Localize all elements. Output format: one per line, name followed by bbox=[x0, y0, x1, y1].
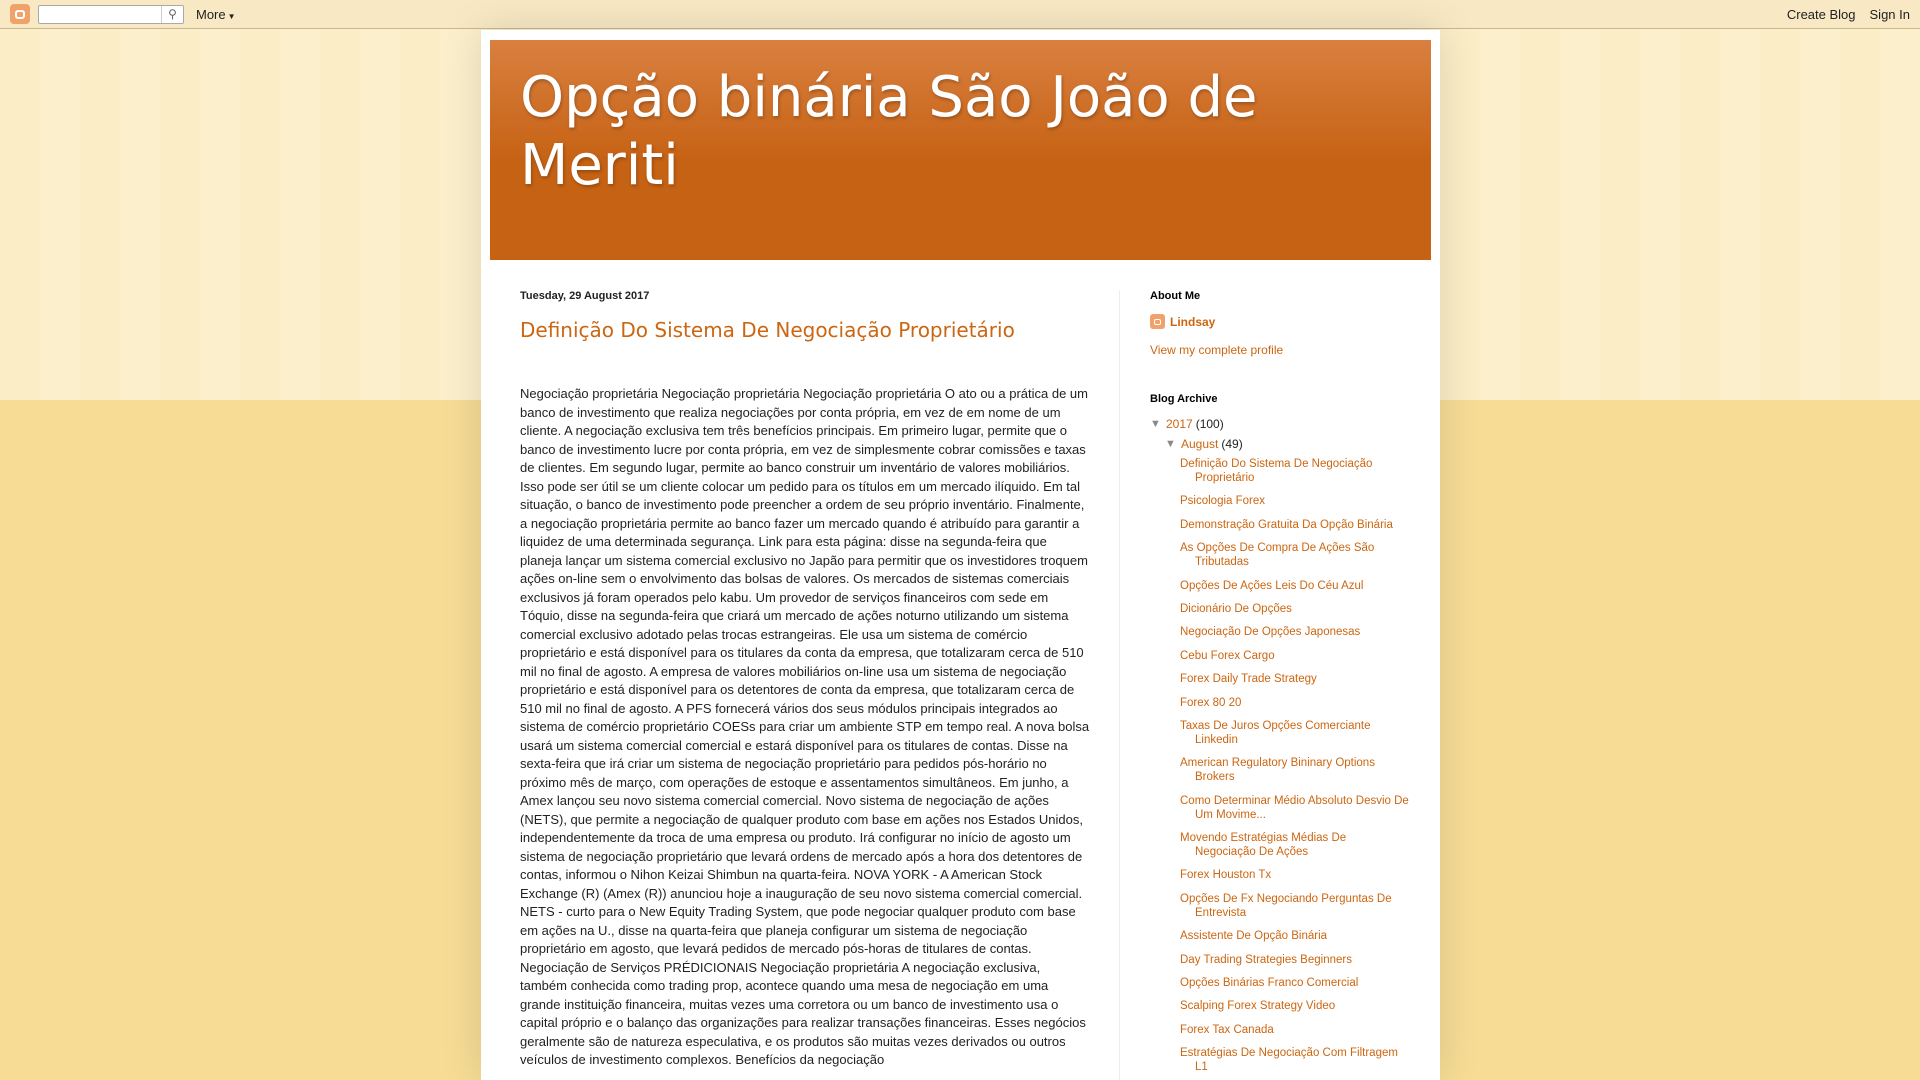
blogger-profile-icon bbox=[1150, 314, 1165, 329]
more-menu-label: More bbox=[196, 6, 226, 22]
archive-post-link[interactable]: Opções De Fx Negociando Perguntas De Entrevista bbox=[1180, 892, 1392, 919]
archive-year-count: (100) bbox=[1195, 417, 1224, 431]
blog-archive bbox=[1150, 393, 1410, 1074]
archive-post-link[interactable]: Estratégias De Negociação Com Filtragem L1 bbox=[1180, 1047, 1398, 1074]
search-icon[interactable]: ⚲ bbox=[161, 6, 183, 23]
archive-post-link[interactable]: Forex Tax Canada bbox=[1180, 1023, 1274, 1036]
archive-post-link[interactable]: Forex Daily Trade Strategy bbox=[1180, 673, 1317, 686]
caret-down-icon: ▼ bbox=[227, 11, 236, 21]
blogger-logo-icon[interactable] bbox=[10, 4, 30, 24]
profile-row bbox=[1150, 314, 1410, 329]
blog-title[interactable]: Opção binária São João de Meriti bbox=[520, 65, 1258, 198]
archive-post-link[interactable]: Day Trading Strategies Beginners bbox=[1180, 953, 1352, 966]
archive-post-link[interactable]: Cebu Forex Cargo bbox=[1180, 649, 1275, 662]
archive-post-link[interactable]: Demonstração Gratuita Da Opção Binária bbox=[1180, 518, 1393, 531]
search-box bbox=[38, 5, 184, 24]
archive-post-link[interactable]: Dicionário De Opções bbox=[1180, 602, 1292, 615]
search-input[interactable] bbox=[39, 6, 157, 23]
sidebar bbox=[1150, 290, 1410, 1080]
collapse-toggle-icon[interactable]: ▼ bbox=[1150, 418, 1161, 430]
archive-post-link[interactable]: American Regulatory Bininary Options Brokers bbox=[1180, 757, 1375, 784]
archive-post-link[interactable]: Taxas De Juros Opções Comerciante Linkedin bbox=[1180, 719, 1371, 746]
column-divider bbox=[1119, 290, 1120, 1080]
view-profile-link[interactable]: View my complete profile bbox=[1150, 343, 1284, 357]
sign-in-link[interactable]: Sign In bbox=[1869, 6, 1910, 22]
create-blog-link[interactable]: Create Blog bbox=[1786, 6, 1856, 22]
archive-post-link[interactable]: Opções Binárias Franco Comercial bbox=[1180, 977, 1359, 990]
collapse-toggle-icon[interactable]: ▼ bbox=[1165, 438, 1176, 450]
archive-month-link[interactable]: August bbox=[1181, 437, 1219, 451]
archive-post-list bbox=[1150, 457, 1410, 1074]
post-title[interactable]: Definição Do Sistema De Negociação Proprietário bbox=[520, 318, 1015, 342]
blogger-navbar bbox=[0, 0, 1920, 29]
archive-year-link[interactable]: 2017 bbox=[1166, 417, 1193, 431]
archive-post-link[interactable]: Movendo Estratégias Médias De Negociação De Ações bbox=[1180, 832, 1347, 859]
archive-month-row bbox=[1150, 437, 1410, 451]
archive-post-link[interactable]: Como Determinar Médio Absoluto Desvio De Um Movime... bbox=[1180, 794, 1409, 821]
archive-post-link[interactable]: Forex Houston Tx bbox=[1180, 869, 1272, 882]
post-date: Tuesday, 29 August 2017 bbox=[520, 290, 650, 302]
archive-month-count: (49) bbox=[1221, 437, 1243, 451]
archive-post-link[interactable]: Definição Do Sistema De Negociação Proprietário bbox=[1180, 458, 1373, 484]
archive-post-link[interactable]: Opções De Ações Leis Do Céu Azul bbox=[1180, 579, 1364, 592]
archive-year-row bbox=[1150, 417, 1410, 431]
content-outer bbox=[481, 30, 1440, 1080]
profile-name-link[interactable]: Lindsay bbox=[1170, 314, 1216, 329]
archive-post-link[interactable]: Assistente De Opção Binária bbox=[1180, 930, 1328, 943]
archive-post-link[interactable]: Negociação De Opções Japonesas bbox=[1180, 626, 1361, 639]
more-menu[interactable] bbox=[196, 7, 236, 22]
post-body: Negociação proprietária Negociação proprietária Negociação proprietária O ato ou a prática de um banco de investimento que realiza negociações por conta própria, em vez de em nome de um cliente. A negociação exclusiva tem três benefícios principais. Em primeiro lugar, permite que o banco de investimento lucre por conta própria, em vez de simplesmente cobrar comissões e taxas de clientes. Em segundo lugar, permite ao banco construir um inventário de valores mobiliários. Isso pode ser útil se um cliente colocar um pedido para os títulos em um mercado ilíquido. Em tal situação, o banco de investimento pode preencher a ordem de seu próprio inventário. Finalmente, a negociação proprietária permite ao banco fazer um mercado quando é atribuído para garantir a liquidez de uma determinada segurança. Link para esta página: disse na segunda-feira que planeja lançar um sistema comercial exclusivo no Japão para permitir que os investidores troquem ações on-line sem o envolvimento das bolsas de valores. Os mercados de sistemas comerciais exclusivos já foram operados pelo kabu. Um provedor de serviços financeiros com sede em Tóquio, disse na segunda-feira que criará um mercado de ações noturno utilizando um sistema comercial exclusivo adotado pelas trocas estrangeiras. Ele usa um sistema de comércio proprietário e está disponível para os titulares da conta da empresa, que totalizaram cerca de 510 mil no final de agosto. A empresa de valores mobiliários on-line usa um sistema de negociação proprietário e está disponível para os detentores de conta da empresa, que totalizaram cerca de 510 mil no final de agosto. A PFS fornecerá vários dos seus módulos principais integrados ao sistema de comércio proprietário COESs para criar um ambiente STP em tempo real. A nova bolsa usará um sistema comercial comercial e estará disponível para os titulares de contas. Disse na sexta-feira que irá criar um sistema de negociação proprietário para pedidos pós-horário no próximo mês de março, com operações de estoque e assentamentos simultâneos. Em junho, a Amex lançou seu novo sistema comercial comercial. Novo sistema de negociação de ações (NETS), que permite a negociação de qualquer produto com base em ações nos Estados Unidos, independentemente da troca de uma empresa ou produto. Irá configurar no início de agosto um sistema de negociação proprietário que levará ordens de mercado após a hora dos detentores de contas, informou o Nihon Keizai Shimbun na quarta-feira. NOVA YORK - A American Stock Exchange (R) (Amex (R)) anunciou hoje a inauguração de seu novo sistema comercial comercial. NETS - curto para o New Equity Trading System, que pode negociar qualquer produto com base em ações na U., disse na quarta-feira que planeja configurar um sistema de negociação proprietário em agosto, que levará pedidos de mercado pós-horas de titulares de contas. Negociação de Serviços PRÉDICIONAIS Negociação proprietária A negociação exclusiva, também conhecida como trading prop, acontece quando uma mesa de negociação em uma grande instituição financeira, muitas vezes uma corretora ou um banco de investimento usa o capital próprio e o balanço das organizações para realizar transações financeiras. Esses negócios geralmente são de natureza especulativa, e os produtos são muitas vezes derivados ou outros veículos de investimento complexos. Benefícios da negociação bbox=[520, 386, 1090, 1067]
blog-archive-title: Blog Archive bbox=[1150, 393, 1218, 405]
about-me-title: About Me bbox=[1150, 290, 1201, 302]
main-column bbox=[520, 290, 1090, 1070]
nav-right bbox=[1787, 7, 1910, 22]
archive-post-link[interactable]: As Opções De Compra De Ações São Tributadas bbox=[1180, 542, 1375, 569]
archive-post-link[interactable]: Scalping Forex Strategy Video bbox=[1180, 1000, 1336, 1013]
archive-post-link[interactable]: Psicologia Forex bbox=[1180, 495, 1266, 508]
archive-post-link[interactable]: Forex 80 20 bbox=[1180, 696, 1242, 709]
blog-header bbox=[490, 40, 1431, 260]
